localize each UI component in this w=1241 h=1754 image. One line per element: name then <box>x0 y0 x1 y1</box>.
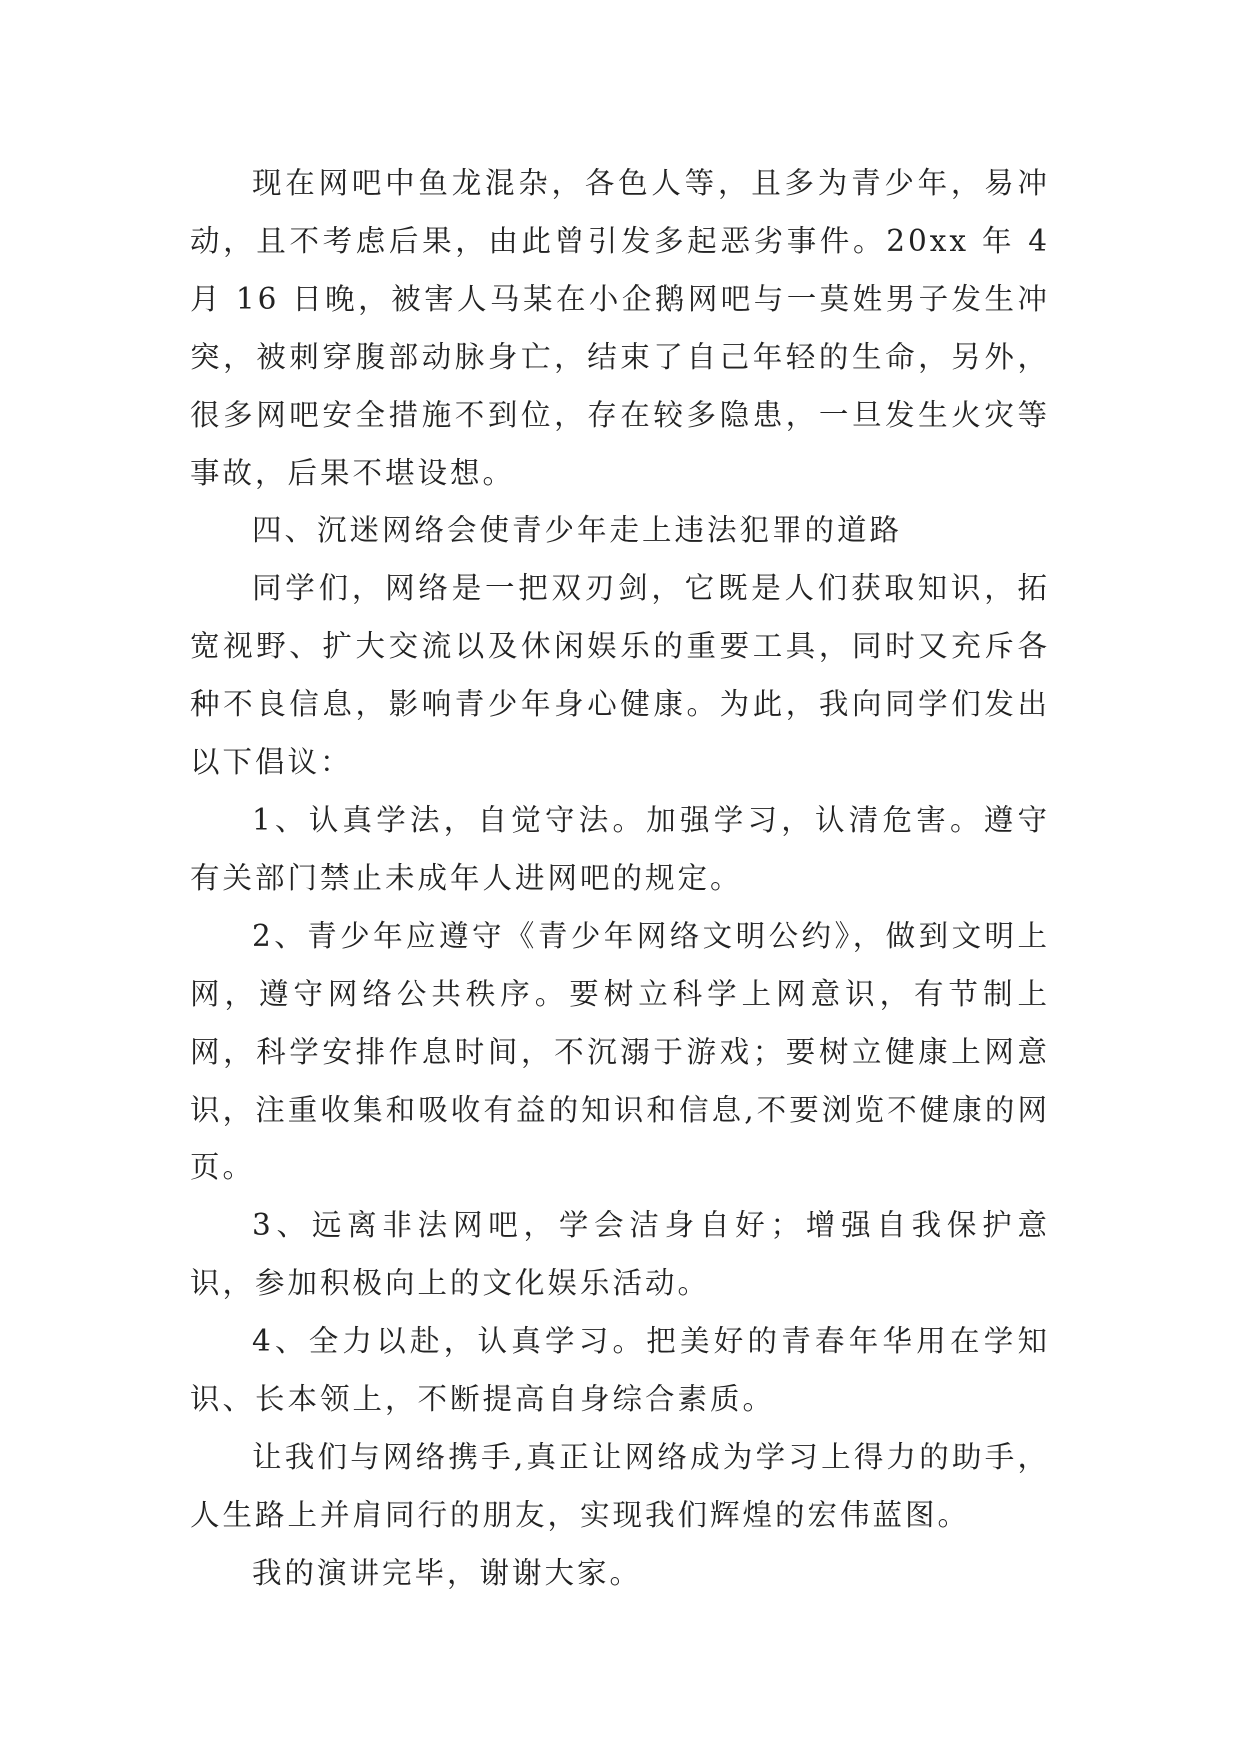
proposal-item-4: 4、全力以赴，认真学习。把美好的青春年华用在学知识、长本领上，不断提高自身综合素质。 <box>190 1324 1050 1417</box>
proposal-item-3: 3、远离非法网吧，学会洁身自好；增强自我保护意识，参加积极向上的文化娱乐活动。 <box>190 1208 1050 1301</box>
proposal-item-2: 2、青少年应遵守《青少年网络文明公约》，做到文明上网，遵守网络公共秩序。要树立科学上网意识，有节制上网，科学安排作息时间，不沉溺于游戏；要树立健康上网意识，注重收集和吸收有益的知识和信息,不要浏览不健康的网页。 <box>190 918 1050 1185</box>
paragraph-thanks: 我的演讲完毕，谢谢大家。 <box>252 1555 643 1590</box>
paragraph-internet-cafe-risks: 现在网吧中鱼龙混杂，各色人等，且多为青少年，易冲动，且不考虑后果，由此曾引发多起恶劣事件。20xx 年 4 月 16 日晚，被害人马某在小企鹅网吧与一莫姓男子发生冲突，被刺穿腹部动脉身亡，结束了自己年轻的生命，另外，很多网吧安全措施不到位，存在较多隐患，一旦发生火灾等事故，后果不堪设想。 <box>190 166 1050 490</box>
paragraph-double-edged-sword: 同学们，网络是一把双刃剑，它既是人们获取知识，拓宽视野、扩大交流以及休闲娱乐的重要工具，同时又充斥各种不良信息，影响青少年身心健康。为此，我向同学们发出以下倡议： <box>190 571 1050 780</box>
section-heading-four: 四、沉迷网络会使青少年走上违法犯罪的道路 <box>252 513 903 548</box>
paragraph-closing-call: 让我们与网络携手,真正让网络成为学习上得力的助手，人生路上并肩同行的朋友，实现我们辉煌的宏伟蓝图。 <box>190 1439 1050 1532</box>
proposal-item-1: 1、认真学法，自觉守法。加强学习，认清危害。遵守有关部门禁止未成年人进网吧的规定。 <box>190 802 1050 895</box>
document-body <box>190 155 1050 1603</box>
